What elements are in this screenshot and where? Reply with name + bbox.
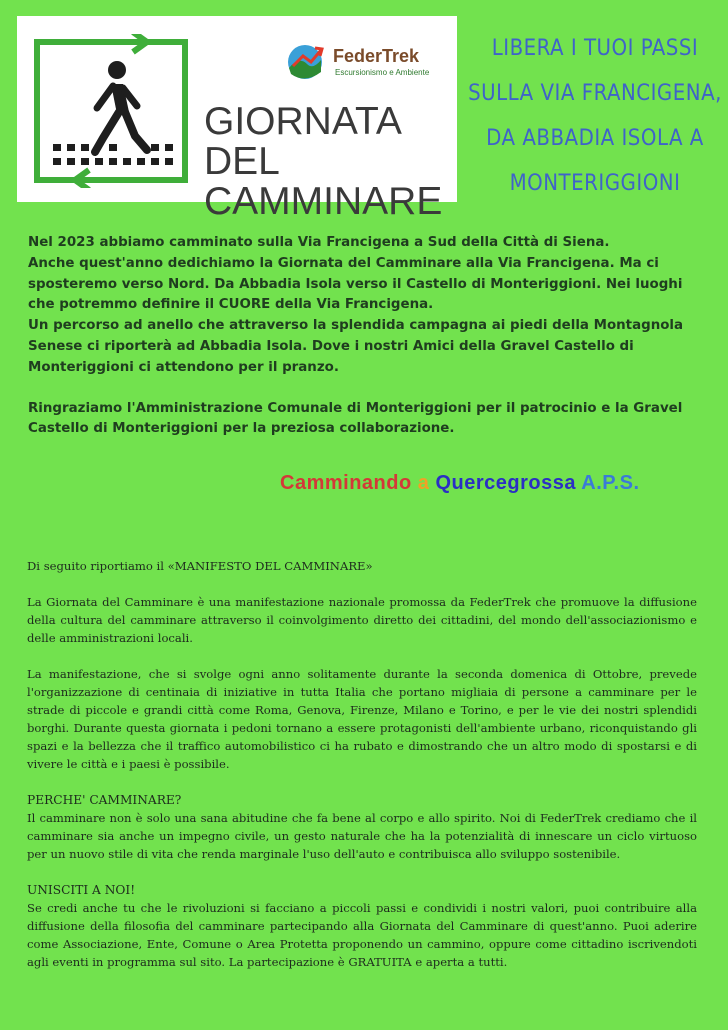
intro-paragraph: Un percorso ad anello che attraverso la splendida campagna ai piedi della Montagnola Senese ci riporterà ad Abbadia Isola. Dove i nostri Amici della Gravel Castello di Monteriggioni ci attendono per il pranzo.: [28, 318, 684, 375]
event-title: [204, 102, 454, 222]
manifesto-paragraph: Il camminare non è solo una sana abitudine che fa bene al corpo e allo spirito. Noi di FederTrek crediamo che il camminare sia anche un impegno civile, un gesto naturale che ha la potenzialità di innescare un ciclo virtuoso per un nuovo stile di vita che renda marginale l'uso dell'auto e contribuisca allo sviluppo sostenibile.: [27, 811, 697, 861]
event-title-line2: CAMMINARE: [204, 180, 443, 223]
signature-part: a: [417, 472, 430, 494]
event-logo: [17, 16, 457, 223]
intro-text: [28, 233, 700, 440]
headline-line3: DA ABBADIA ISOLA A: [486, 126, 704, 151]
headline-line2: SULLA VIA FRANCIGENA,: [468, 81, 722, 106]
signature-part: A.P.S.: [581, 472, 640, 494]
federtrek-logo: [285, 42, 455, 86]
walking-person-icon: [31, 34, 191, 188]
organizer-signature: [280, 472, 640, 495]
federtrek-subtitle: Escursionismo e Ambiente: [335, 68, 430, 77]
headline: [462, 26, 728, 206]
headline-line1: LIBERA I TUOI PASSI: [491, 36, 699, 61]
manifesto-section: [27, 557, 697, 971]
manifesto-paragraph: Se credi anche tu che le rivoluzioni si facciano a piccoli passi e condividi i nostri valori, puoi contribuire alla diffusione della filosofia del camminare partecipando alla Giornata del Camminare di quest'anno. Puoi aderire come Associazione, Ente, Comune o Area Protetta proponendo un cammino, oppure come cittadino iscrivendoti agli eventi in programma sul sito. La partecipazione è GRATUITA e aperta a tutti.: [27, 901, 697, 969]
manifesto-intro: Di seguito riportiamo il «MANIFESTO DEL CAMMINARE»: [27, 559, 373, 573]
thanks-paragraph: Ringraziamo l'Amministrazione Comunale di Monteriggioni per il patrocinio e la Gravel Castello di Monteriggioni per la preziosa collaborazione.: [28, 400, 683, 437]
manifesto-heading: PERCHE' CAMMINARE?: [27, 793, 182, 807]
event-title-line1: GIORNATA DEL: [204, 100, 400, 183]
signature-part: Quercegrossa: [435, 472, 576, 494]
intro-paragraph: Nel 2023 abbiamo camminato sulla Via Francigena a Sud della Città di Siena.: [28, 235, 610, 250]
headline-line4: MONTERIGGIONI: [509, 171, 681, 196]
federtrek-name: FederTrek: [333, 46, 420, 66]
manifesto-heading: UNISCITI A NOI!: [27, 883, 136, 897]
manifesto-paragraph: La Giornata del Camminare è una manifestazione nazionale promossa da FederTrek che promuove la diffusione della cultura del camminare attraverso il coinvolgimento diretto dei cittadini, del mondo dell'associazionismo e delle amministrazioni locali.: [27, 595, 697, 645]
manifesto-paragraph: La manifestazione, che si svolge ogni anno solitamente durante la seconda domenica di Ottobre, prevede l'organizzazione di centinaia di iniziative in tutta Italia che portano migliaia di persone a camminare per le strade di piccole e grandi città come Roma, Genova, Firenze, Milano e Torino, e per le vie dei nostri splendidi borghi. Durante questa giornata i pedoni tornano a essere protagonisti dell'ambiente urbano, riconquistando gli spazi e la bellezza che il traffico automobilistico ci ha rubato e dimostrando che un altro modo di spostarsi e di vivere le città e i paesi è possibile.: [27, 667, 697, 771]
signature-part: Camminando: [280, 472, 412, 494]
federtrek-globe-icon: [285, 42, 325, 82]
intro-paragraph: Anche quest'anno dedichiamo la Giornata del Camminare alla Via Francigena. Ma ci sposteremo verso Nord. Da Abbadia Isola verso il Castello di Monteriggioni. Nei luoghi che potremmo definire il CUORE della Via Francigena.: [28, 255, 683, 313]
